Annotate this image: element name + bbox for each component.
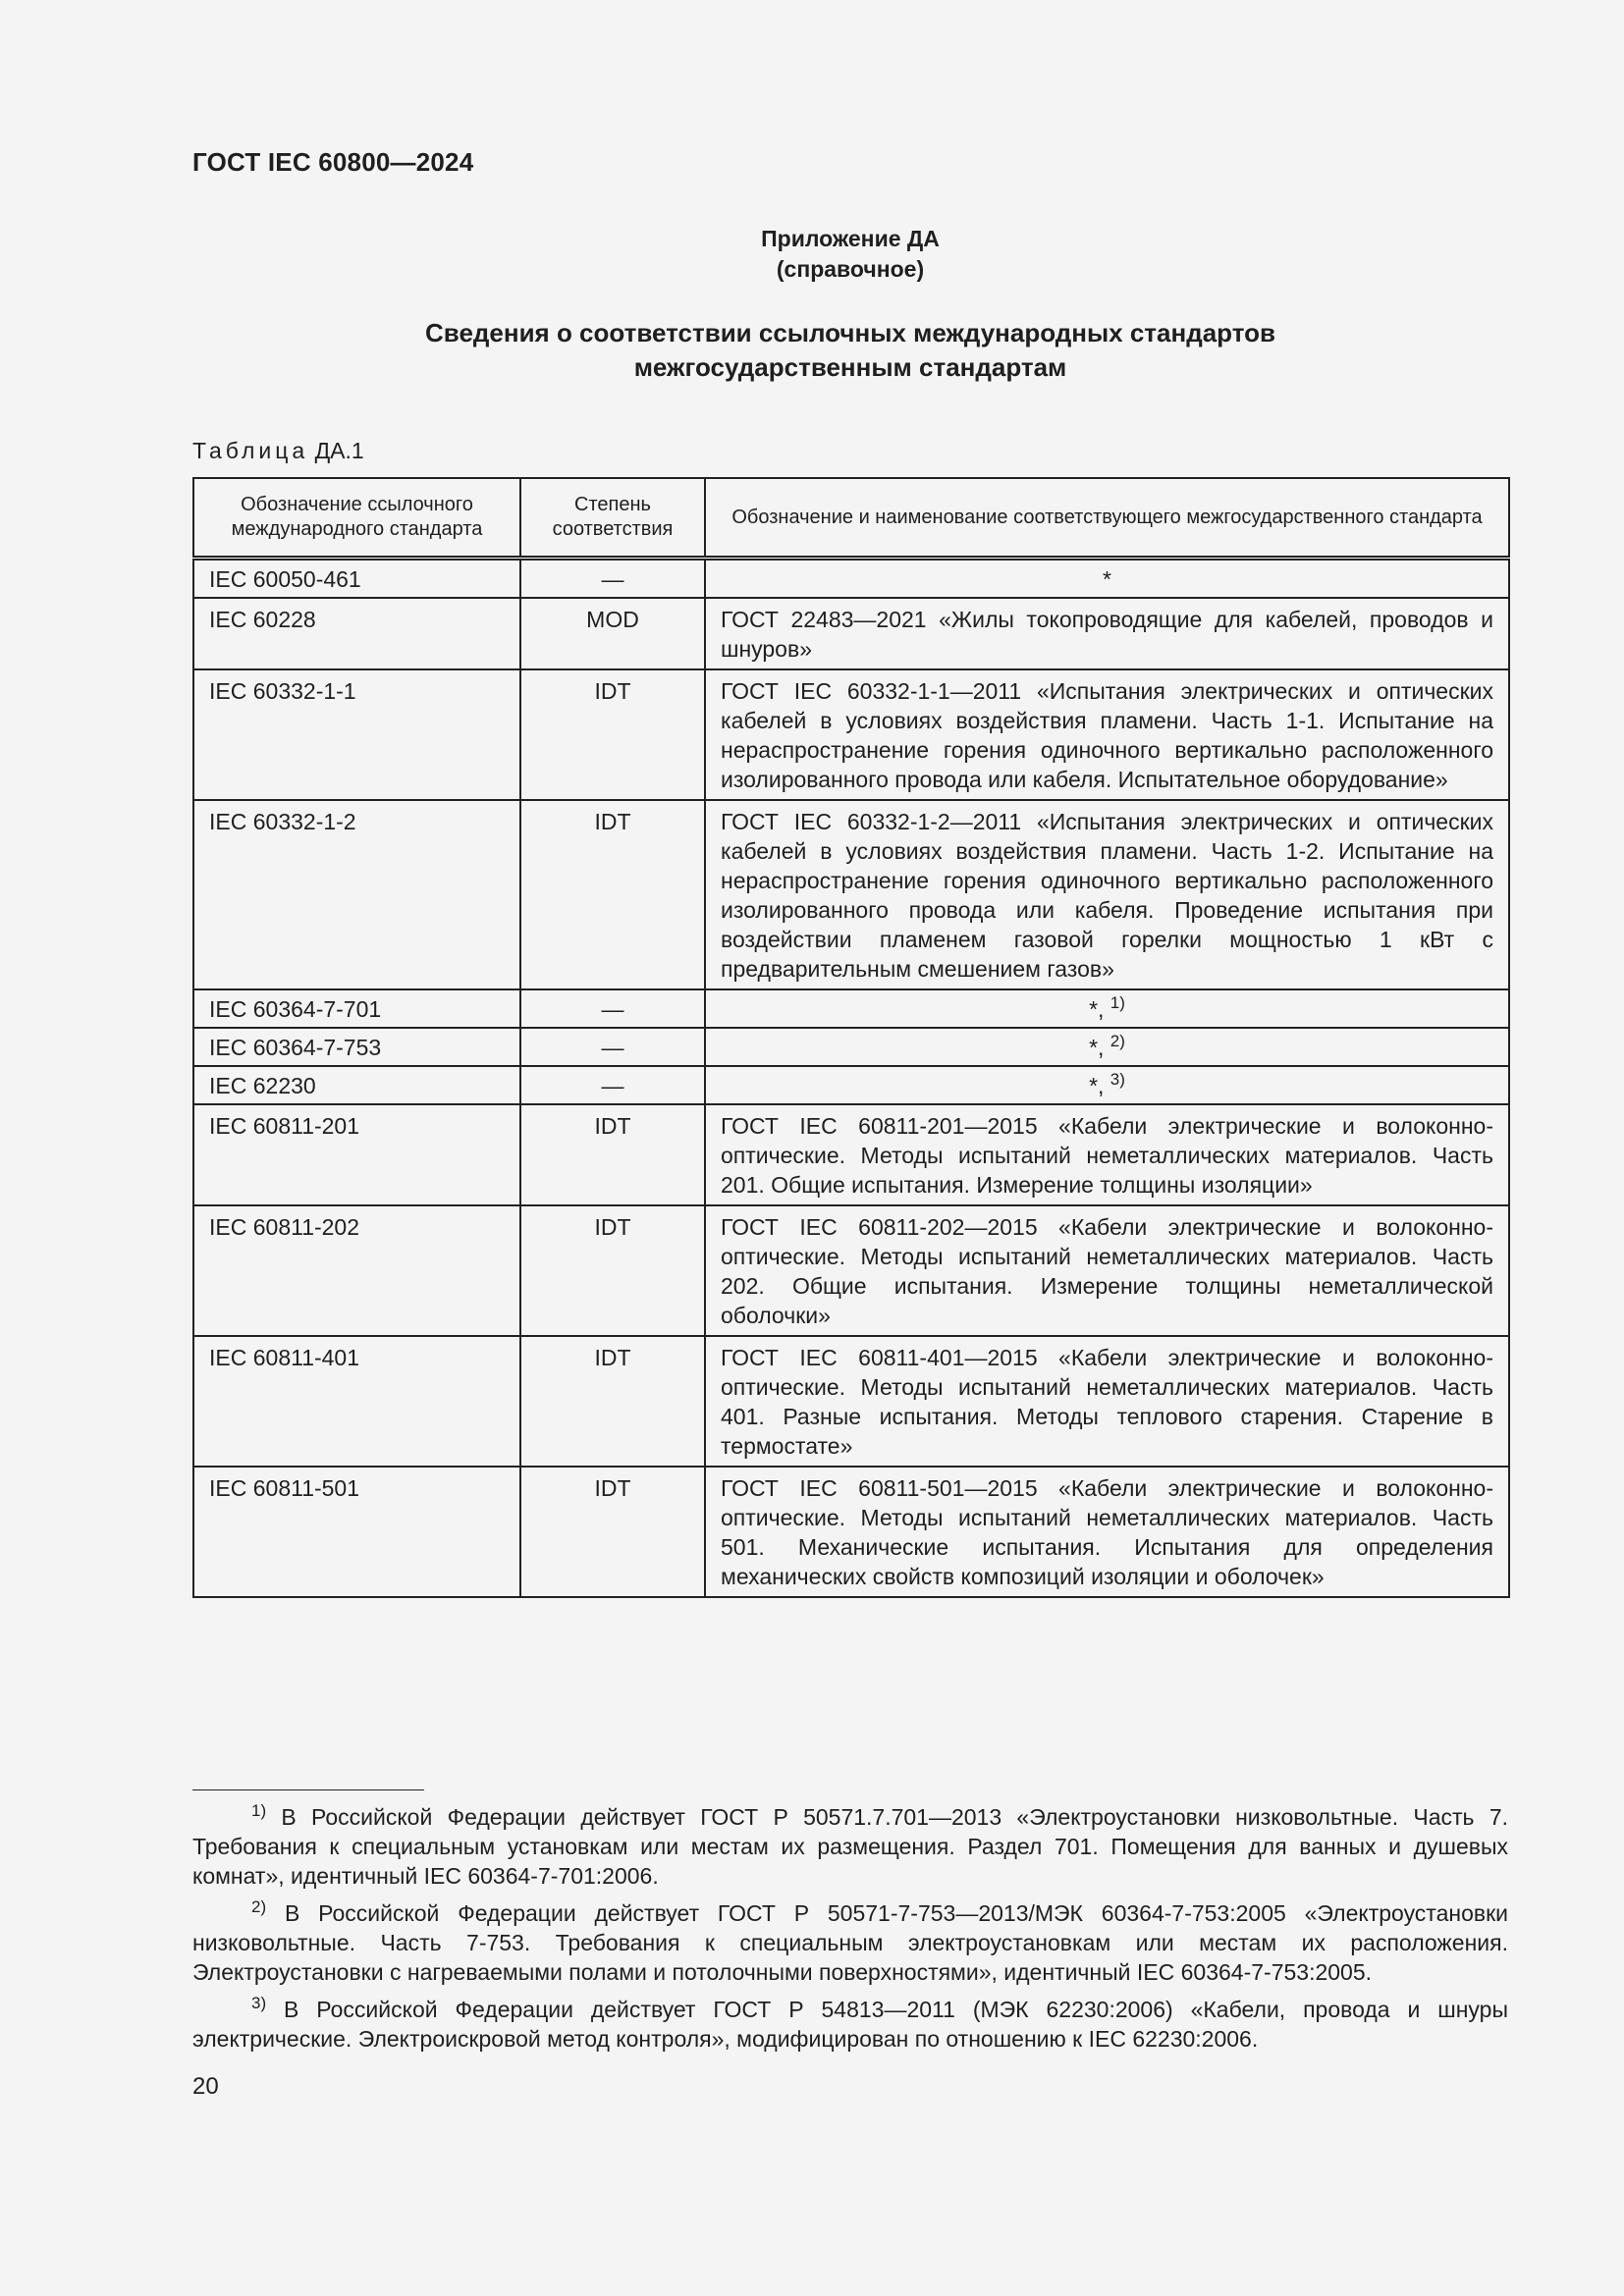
- cell-degree: IDT: [520, 1104, 705, 1205]
- footnote-divider: [192, 1789, 424, 1790]
- annex-section-title: [192, 316, 1508, 385]
- cell-degree: IDT: [520, 1205, 705, 1336]
- cell-reference-standard: IEC 60364-7-701: [193, 989, 520, 1028]
- no-standard-mark: *,: [1089, 1073, 1110, 1098]
- annex-heading-line-2: межгосударственным стандартам: [633, 352, 1067, 382]
- cell-interstate-standard: ГОСТ IEC 60811-401—2015 «Кабели электрические и волоконно-оптические. Методы испытаний неметаллических материалов. Часть 401. Разные испытания. Методы теплового старения. Старение в термостате»: [705, 1336, 1509, 1467]
- footnote-text: В Российской Федерации действует ГОСТ Р 50571.7.701—2013 «Электроустановки низковольтные. Часть 7. Требования к специальным установкам или местам их размещения. Раздел 701. Помещения для ванных и душевых комнат», идентичный IEC 60364-7-701:2006.: [192, 1804, 1508, 1889]
- table-row: [193, 800, 1509, 989]
- cell-reference-standard: IEC 60050-461: [193, 559, 520, 599]
- cell-reference-standard: IEC 60332-1-2: [193, 800, 520, 989]
- column-header-interstate-standard: Обозначение и наименование соответствующего межгосударственного стандарта: [705, 478, 1509, 559]
- cell-interstate-standard: ГОСТ IEC 60811-501—2015 «Кабели электрические и волоконно-оптические. Методы испытаний неметаллических материалов. Часть 501. Механические испытания. Испытания для определения механических свойств композиций изоляции и оболочек»: [705, 1467, 1509, 1597]
- annex-heading: [192, 224, 1508, 285]
- footnote-ref: 3): [1110, 1070, 1125, 1089]
- cell-reference-standard: IEC 60811-501: [193, 1467, 520, 1597]
- cell-reference-standard: IEC 60811-201: [193, 1104, 520, 1205]
- footnote-ref: 1): [1110, 993, 1125, 1012]
- table-header-row: [193, 478, 1509, 559]
- correspondence-table: [192, 477, 1510, 1598]
- table-row: [193, 1205, 1509, 1336]
- no-standard-mark: *,: [1089, 996, 1110, 1022]
- table-caption: [192, 438, 364, 464]
- table-row: [193, 669, 1509, 800]
- footnote-mark: 3): [251, 1994, 267, 2012]
- no-standard-mark: *: [1103, 566, 1111, 592]
- cell-reference-standard: IEC 60811-401: [193, 1336, 520, 1467]
- footnote-mark: 2): [251, 1897, 267, 1916]
- table-row: [193, 1336, 1509, 1467]
- footnote-text: В Российской Федерации действует ГОСТ Р 50571-7-753—2013/МЭК 60364-7-753:2005 «Электроустановки низковольтные. Часть 7-753. Требования к специальным электроустановкам или местам их расположения. Электроустановки с нагреваемыми полами и потолочными поверхностями», идентичный IEC 60364-7-753:2005.: [192, 1900, 1508, 1985]
- no-standard-mark: *,: [1089, 1035, 1110, 1060]
- table-row: [193, 989, 1509, 1028]
- table-caption-word: Таблица: [192, 438, 309, 463]
- cell-degree: IDT: [520, 1336, 705, 1467]
- cell-degree: —: [520, 1028, 705, 1066]
- cell-interstate-standard: [705, 1028, 1509, 1066]
- cell-reference-standard: IEC 60811-202: [193, 1205, 520, 1336]
- table-row: [193, 1028, 1509, 1066]
- cell-degree: IDT: [520, 1467, 705, 1597]
- cell-degree: MOD: [520, 598, 705, 669]
- footnote-text: В Российской Федерации действует ГОСТ Р 54813—2011 (МЭК 62230:2006) «Кабели, провода и шнуры электрические. Электроискровой метод контроля», модифицирован по отношению к IEC 62230:2006.: [192, 1997, 1508, 2052]
- annex-title: Приложение ДА: [761, 226, 940, 251]
- cell-reference-standard: IEC 60364-7-753: [193, 1028, 520, 1066]
- table-row: [193, 598, 1509, 669]
- table-row: [193, 1104, 1509, 1205]
- cell-interstate-standard: ГОСТ IEC 60811-202—2015 «Кабели электрические и волоконно-оптические. Методы испытаний неметаллических материалов. Часть 202. Общие испытания. Измерение толщины неметаллической оболочки»: [705, 1205, 1509, 1336]
- footnote-ref: 2): [1110, 1032, 1125, 1050]
- table-row: [193, 1467, 1509, 1597]
- cell-degree: —: [520, 559, 705, 599]
- cell-interstate-standard: ГОСТ IEC 60332-1-1—2011 «Испытания электрических и оптических кабелей в условиях воздействия пламени. Часть 1-1. Испытание на нераспространение горения одиночного вертикально расположенного изолированного провода или кабеля. Испытательное оборудование»: [705, 669, 1509, 800]
- footnote: [192, 1995, 1508, 2054]
- cell-reference-standard: IEC 60228: [193, 598, 520, 669]
- cell-reference-standard: IEC 60332-1-1: [193, 669, 520, 800]
- annex-subtitle: (справочное): [776, 256, 925, 282]
- cell-interstate-standard: [705, 989, 1509, 1028]
- cell-interstate-standard: [705, 1066, 1509, 1104]
- cell-interstate-standard: ГОСТ 22483—2021 «Жилы токопроводящие для кабелей, проводов и шнуров»: [705, 598, 1509, 669]
- table-caption-number: ДА.1: [314, 438, 364, 463]
- footnote-mark: 1): [251, 1801, 267, 1820]
- cell-degree: —: [520, 989, 705, 1028]
- table-row: [193, 559, 1509, 599]
- annex-heading-line-1: Сведения о соответствии ссылочных международных стандартов: [425, 318, 1275, 347]
- table-row: [193, 1066, 1509, 1104]
- column-header-reference-standard: Обозначение ссылочного международного стандарта: [193, 478, 520, 559]
- column-header-degree: Степень соответствия: [520, 478, 705, 559]
- cell-reference-standard: IEC 62230: [193, 1066, 520, 1104]
- footnote: [192, 1898, 1508, 1987]
- footnotes: [192, 1802, 1508, 2061]
- cell-interstate-standard: ГОСТ IEC 60332-1-2—2011 «Испытания электрических и оптических кабелей в условиях воздействия пламени. Часть 1-2. Испытание на нераспространение горения одиночного вертикально расположенного изолированного провода или кабеля. Проведение испытания при воздействии пламенем газовой горелки мощностью 1 кВт с предварительным смешением газов»: [705, 800, 1509, 989]
- footnote: [192, 1802, 1508, 1891]
- cell-interstate-standard: ГОСТ IEC 60811-201—2015 «Кабели электрические и волоконно-оптические. Методы испытаний неметаллических материалов. Часть 201. Общие испытания. Измерение толщины изоляции»: [705, 1104, 1509, 1205]
- document-id: ГОСТ IEC 60800—2024: [192, 147, 474, 177]
- page-number: 20: [192, 2073, 219, 2100]
- cell-degree: IDT: [520, 800, 705, 989]
- cell-interstate-standard: [705, 559, 1509, 599]
- cell-degree: IDT: [520, 669, 705, 800]
- cell-degree: —: [520, 1066, 705, 1104]
